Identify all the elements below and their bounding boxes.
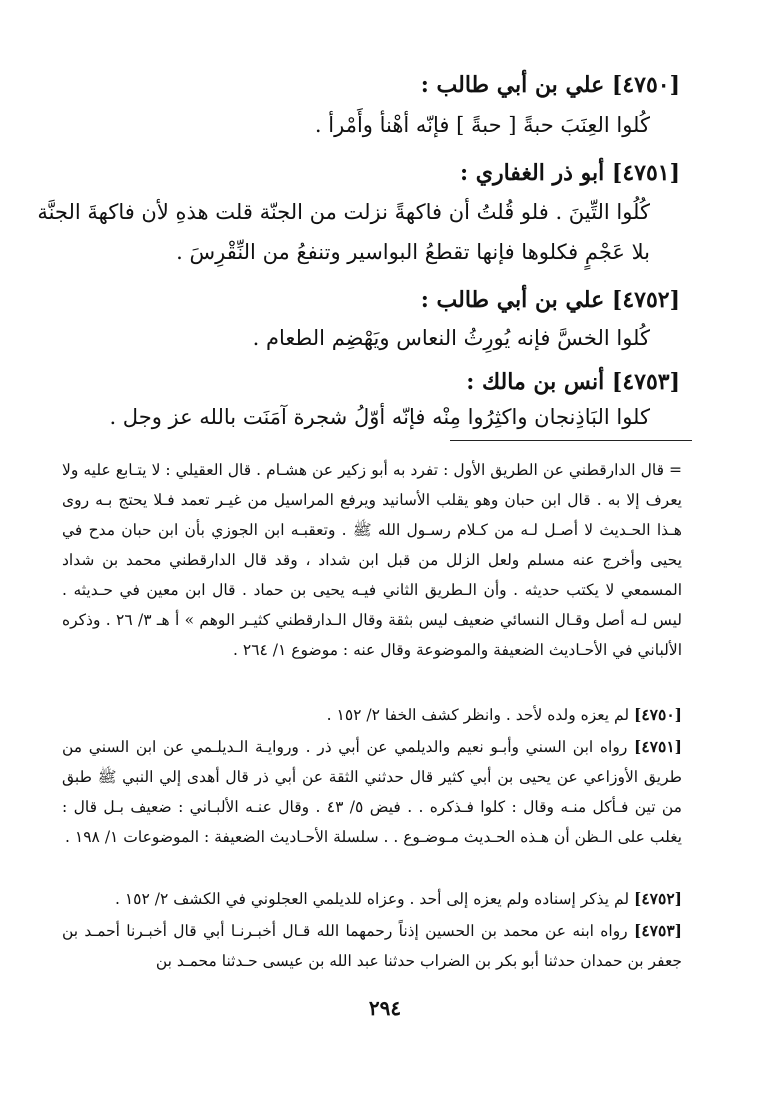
footnote-text: رواه ابنه عن محمد بن الحسين إذناً رحمهما الله قـال أخبـرنـا أبي قال أخبـرنا أحمـد بن جعفر بن حمدان حدثنا أبو بكر بن الضراب حدثنا عبد الله بن عيسى حـدثنا محمـد بن — [62, 922, 682, 970]
entry-number: [٤٧٥٠] — [611, 72, 680, 98]
entry-4753-heading — [60, 369, 680, 395]
footnote-tag: [٤٧٥١] — [634, 737, 682, 756]
footnote-text: لم يذكر إسناده ولم يعزه إلى أحد . وعزاه للديلمي العجلوني في الكشف ٢/ ١٥٢ . — [114, 890, 630, 908]
entry-4750-text: كُلوا العِنَبَ حبةً [ حبةً ] فإنّه أهْنأ وأَمْرأ . — [314, 113, 650, 137]
footnote-divider — [450, 440, 692, 441]
entry-4751-heading — [60, 160, 680, 186]
page-number: ٢٩٤ — [368, 996, 402, 1020]
entry-number: [٤٧٥٣] — [611, 369, 680, 395]
entry-4752-heading — [60, 287, 680, 313]
entry-4753-text: كلوا البَاذِنجان واكثِرُوا مِنْه فإنّه أوّلُ شجرة آمَنَت بالله عز وجل . — [109, 405, 650, 429]
entry-narrator: علي بن أبي طالب : — [420, 287, 605, 313]
footnote-4752 — [62, 884, 682, 914]
entry-narrator: أبو ذر الغفاري : — [459, 160, 605, 186]
footnote-continuation: = قال الدارقطني عن الطريق الأول : تفرد به أبو زكير عن هشـام . قال العقيلي : لا يتـابع عليه ولا يعرف إلا به . قال ابن حبان وهو يقلب الأسانيد ويرفع المراسيل من غيـر تعمد فـلا يحتج بـه روى هـذا الحـديث لا أصـل لـه من كـلام رسـول الله ﷺ . وتعقبـه ابن الجوزي بأن ابن حبان مدح في يحيى وأخرج عنه مسلم ولعل الزلل من قبل ابن شداد ، وقد قال الدارقطني محمد بن شداد المسمعي لا يكتب حديثه . وأن الـطريق الثاني فيـه يحيى بن حماد . قال ابن معين في حـديثه . ليس لـه أصل وقـال النسائي ضعيف ليس بثقة وقال الـدارقطني كثيـر الوهم » أ هـ ٣/ ٢٦ . وذكره الألباني في الأحـاديث الضعيفة والموضوعة وقال عنه : موضوع ١/ ٢٦٤ . — [62, 461, 682, 659]
entry-number: [٤٧٥٢] — [611, 287, 680, 313]
footnote-tag: [٤٧٥٢] — [634, 889, 682, 908]
footnote-4753 — [62, 916, 682, 976]
entry-narrator: أنس بن مالك : — [466, 369, 605, 395]
entry-4750-heading — [60, 72, 680, 98]
footnote-4750 — [62, 700, 682, 730]
footnote-tag: [٤٧٥٣] — [634, 921, 682, 940]
footnote-text: رواه ابن السني وأبـو نعيم والديلمي عن أبي ذر . وروايـة الـديلـمي عن ابن السني من طريق الأوزاعي عن يحيى بن أبي كثير قال حدثني الثقة عن أبي ذر قال أهدى إلي النبي ﷺ طبق من تين فـأكل منـه وقال : كلوا فـذكره . . فيض ٥/ ٤٣ . وقال عنـه الألبـاني : ضعيف بـل قال : يغلب على الـظن أن هـذه الحـديث مـوضـوع . . سلسلة الأحـاديث الضعيفة : الموضوعات ١/ ١٩٨ . — [62, 738, 682, 846]
entry-narrator: علي بن أبي طالب : — [420, 72, 605, 98]
footnote-text: لم يعزه ولده لأحد . وانظر كشف الخفا ٢/ ١٥٢ . — [326, 706, 630, 724]
entry-4751-text-line-1: كُلُوا التِّينَ . فلو قُلتُ أن فاكهةً نزلت من الجنّة قلت هذهِ لأن فاكهةَ الجنَّة — [37, 200, 650, 224]
entry-4751-text-line-2: بلا عَجْمٍ فكلوها فإنها تقطعُ البواسير وتنفعُ من النِّقْرِسَ . — [176, 240, 650, 264]
entry-number: [٤٧٥١] — [611, 160, 680, 186]
entry-4752-text: كُلوا الخسَّ فإنه يُورِثُ النعاس ويَهْضِم الطعام . — [252, 326, 650, 350]
footnote-tag: [٤٧٥٠] — [634, 705, 682, 724]
footnote-4751 — [62, 732, 682, 852]
